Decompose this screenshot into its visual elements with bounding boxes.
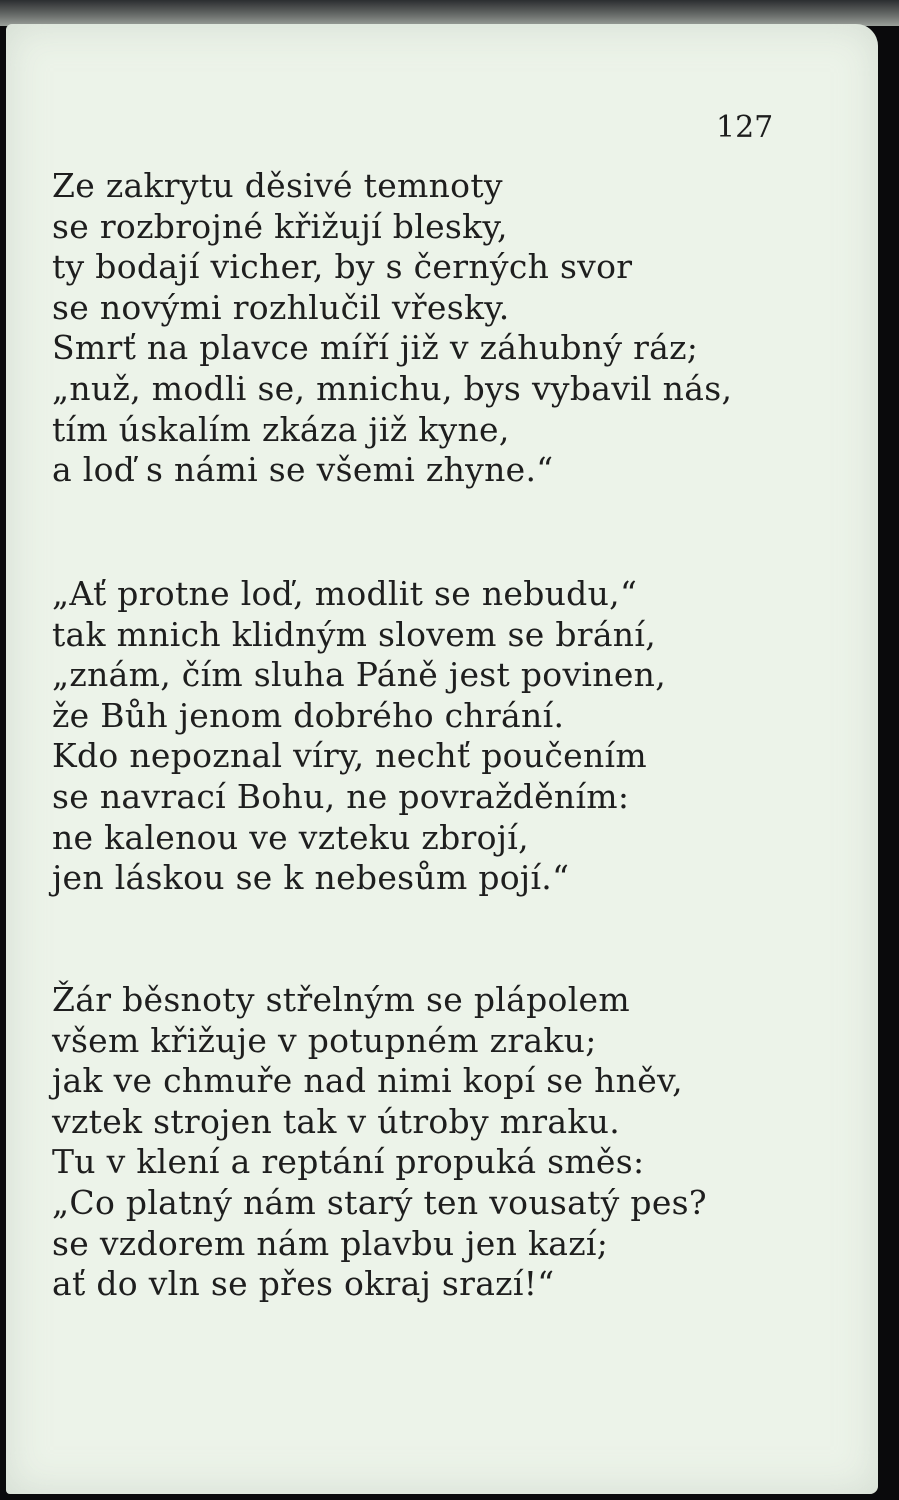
stanza-3 xyxy=(52,980,812,1305)
verse-line: ty bodají vicher, by s černých svor xyxy=(52,247,633,287)
verse-line: „Co platný nám starý ten vousatý pes? xyxy=(52,1182,707,1222)
verse-line: Kdo nepoznal víry, nechť poučením xyxy=(52,736,648,776)
verse-line: se navrací Bohu, ne povražděním: xyxy=(52,776,630,816)
verse-line: jak ve chmuře nad nimi kopí se hněv, xyxy=(52,1061,683,1101)
verse-line: se vzdorem nám plavbu jen kazí; xyxy=(52,1223,609,1263)
verse-line: Žár běsnoty střelným se plápolem xyxy=(52,980,630,1019)
verse-line: „Ať protne loď, modlit se nebudu,“ xyxy=(52,574,638,613)
verse-line: tím úskalím zkáza již kyne, xyxy=(52,409,510,449)
verse-line: jen láskou se k nebesům pojí.“ xyxy=(52,858,570,898)
verse-line: všem křižuje v potupném zraku; xyxy=(52,1020,597,1060)
stanza-1 xyxy=(52,166,812,491)
verse-line: a loď s námi se všemi zhyne.“ xyxy=(52,450,554,490)
stanza-2 xyxy=(52,574,812,899)
verse-line: Tu v klení a reptání propuká směs: xyxy=(52,1142,645,1182)
page-number: 127 xyxy=(716,110,774,145)
verse-line: se rozbrojné křižují blesky, xyxy=(52,206,508,246)
book-top-edge xyxy=(0,0,899,26)
verse-line: že Bůh jenom dobrého chrání. xyxy=(52,695,565,735)
verse-line: Ze zakrytu děsivé temnoty xyxy=(52,166,503,205)
verse-line: ne kalenou ve vzteku zbrojí, xyxy=(52,817,529,857)
verse-line: tak mnich klidným slovem se brání, xyxy=(52,614,656,654)
verse-line: „znám, čím sluha Páně jest povinen, xyxy=(52,655,666,695)
verse-line: Smrť na plavce míří již v záhubný ráz; xyxy=(52,328,699,368)
verse-line: vztek strojen tak v útroby mraku. xyxy=(52,1101,620,1141)
verse-line: se novými rozhlučil vřesky. xyxy=(52,287,510,327)
verse-line: „nuž, modli se, mnichu, bys vybavil nás, xyxy=(52,368,733,408)
verse-line: ať do vln se přes okraj srazí!“ xyxy=(52,1264,555,1304)
